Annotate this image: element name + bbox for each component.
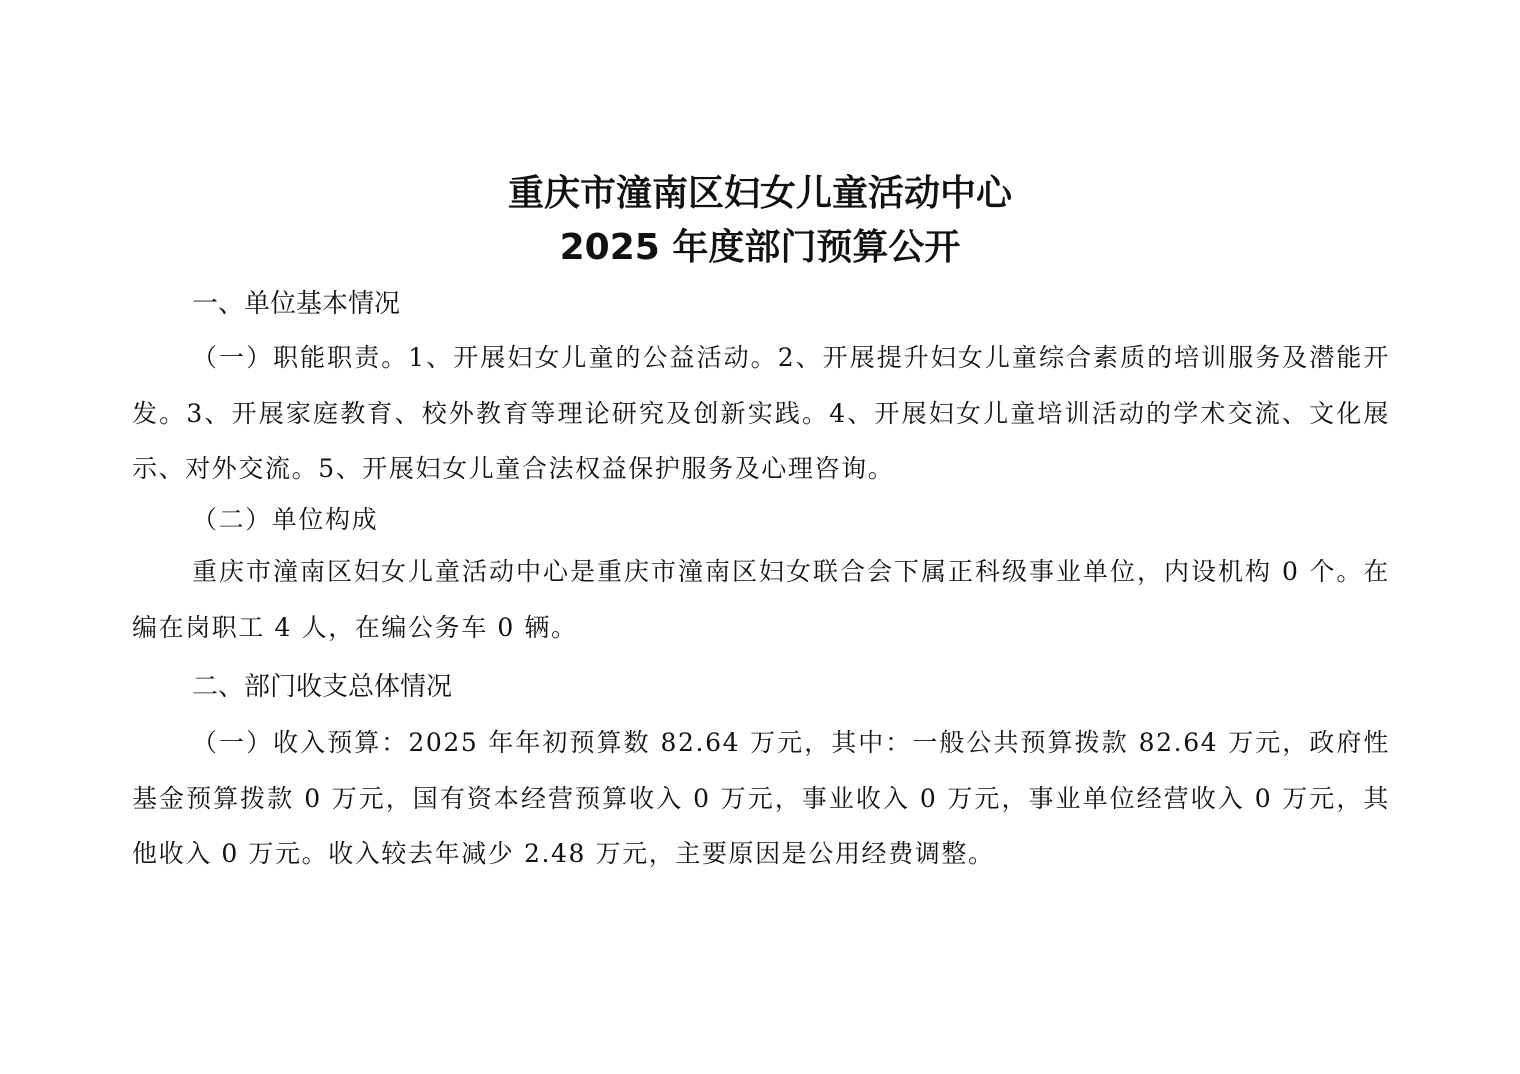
- section-heading-budget-overview: 二、部门收支总体情况: [192, 672, 453, 702]
- document-title: 重庆市潼南区妇女儿童活动中心: [507, 173, 1012, 214]
- section-heading-basic-info: 一、单位基本情况: [192, 289, 401, 319]
- paragraph-income-budget: （一）收入预算：2025 年年初预算数 82.64 万元，其中：一般公共预算拨款 82.64 万元，政府性基金预算拨款 0 万元，国有资本经营预算收入 0 万元，事业收入 0 万元，事业单位经营收入 0 万元，其他收入 0 万元。收入较去年减少 2.48 万元，主要原因是公用经费调整。: [132, 728, 1390, 868]
- paragraph-functions: （一）职能职责。1、开展妇女儿童的公益活动。2、开展提升妇女儿童综合素质的培训服务及潜能开发。3、开展家庭教育、校外教育等理论研究及创新实践。4、开展妇女儿童培训活动的学术交流、文化展示、对外交流。5、开展妇女儿童合法权益保护服务及心理咨询。: [132, 343, 1390, 483]
- subheading-unit-composition: （二）单位构成: [192, 505, 379, 534]
- document-subtitle: 2025 年度部门预算公开: [559, 227, 961, 268]
- paragraph-unit-composition: 重庆市潼南区妇女儿童活动中心是重庆市潼南区妇女联合会下属正科级事业单位，内设机构 0 个。在编在岗职工 4 人，在编公务车 0 辆。: [132, 557, 1390, 642]
